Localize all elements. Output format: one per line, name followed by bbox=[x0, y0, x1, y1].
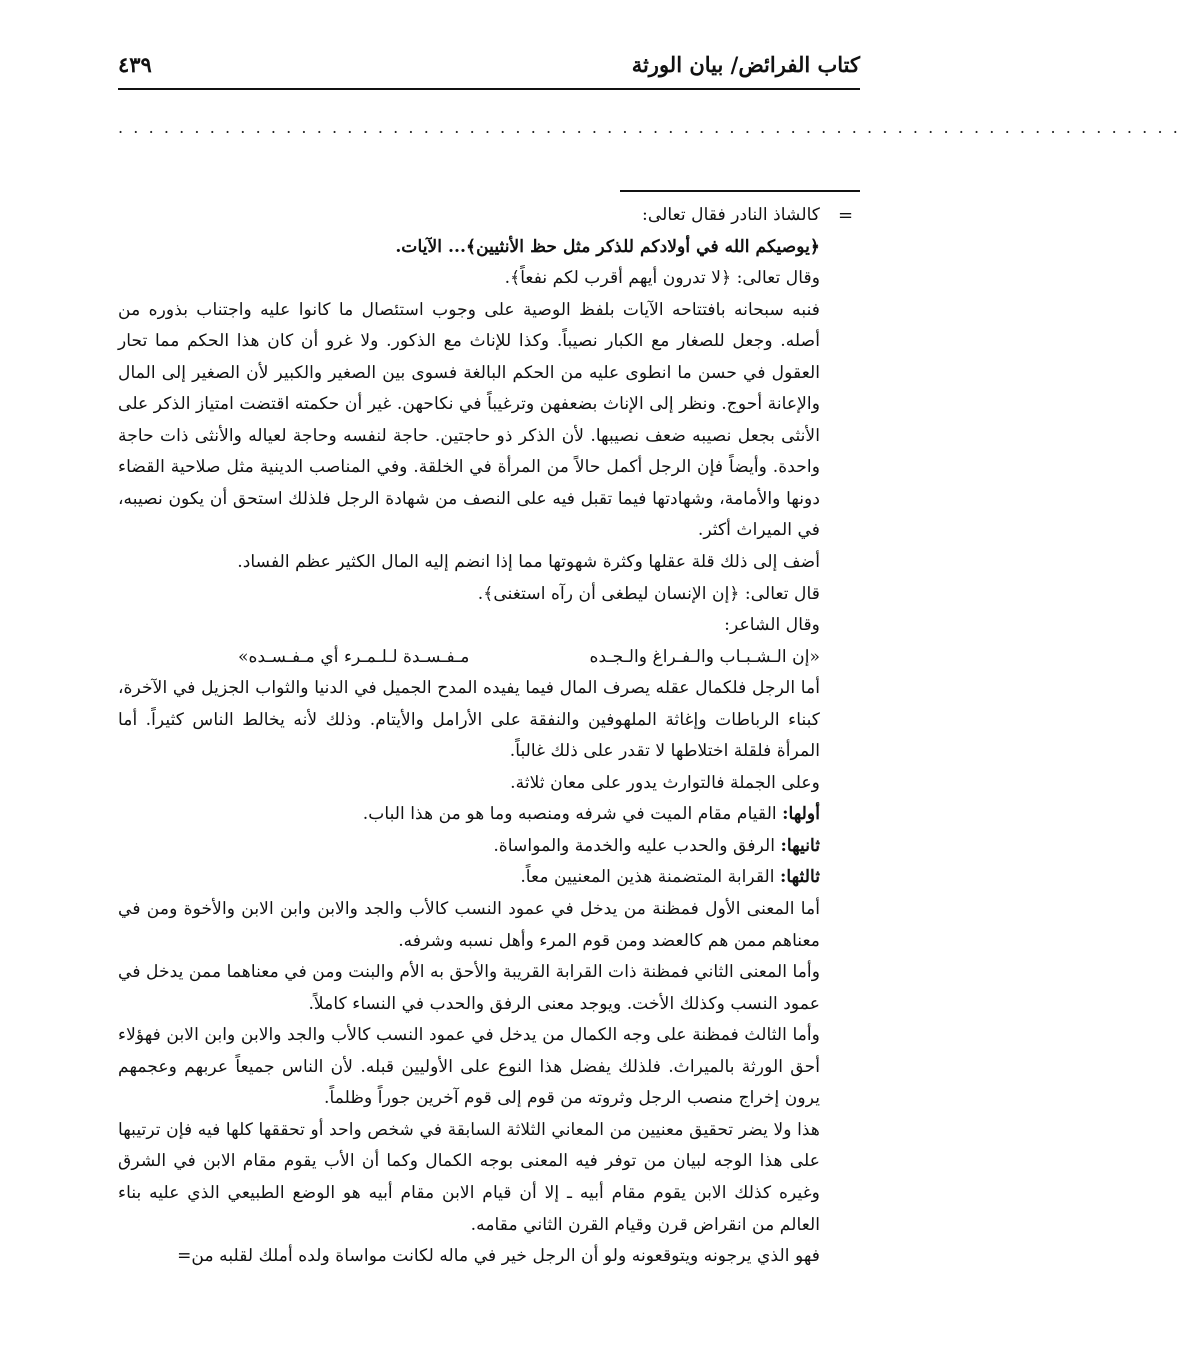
running-title: كتاب الفرائض/ بيان الورثة bbox=[631, 52, 860, 77]
verse-second-hemistich: مـفـسـدة لـلـمـرء أي مـفـسـده» bbox=[238, 646, 470, 667]
final-line-text: فهو الذي يرجونه ويتوقعونه ولو أن الرجل خير في ماله لكانت مواساة ولده أملك لقلبه من bbox=[191, 1246, 820, 1267]
quran-verse-line: قال تعالى: ﴿إن الإنسان ليطغى أن رآه استغنى﴾. bbox=[477, 583, 820, 604]
trailing-continuation-mark: = bbox=[177, 1246, 192, 1267]
paragraph: أما المعنى الأول فمظنة من يدخل في عمود النسب كالأب والجد والابن وابن الابن والأخوة ومن في معناهم ممن هم كالعضد ومن قوم المرء وأهل نسبه وشرفه. bbox=[118, 899, 820, 951]
paragraph: هذا ولا يضر تحقيق معنيين من المعاني الثلاثة السابقة في شخص واحد أو تحققها كلها فيه فإن ترتيبها على هذا الوجه لبيان من توفر فيه المعنى بوجه الكمال وكما أن الأب يقوم مقام الابن في الشرق وغيره كذلك الابن يقوم مقام أبيه ـ إلا أن قيام الابن مقام أبيه هو الوضع الطبيعي الذي عليه بناء العالم من انقراض قرن وقيام القرن الثاني مقامه. bbox=[118, 1119, 820, 1235]
quran-verse-line: ﴿يوصيكم الله في أولادكم للذكر مثل حظ الأنثيين﴾... الآيات. bbox=[395, 236, 820, 257]
continuation-mark: = bbox=[838, 205, 854, 226]
quran-verse-line: وقال تعالى: ﴿لا تدرون أيهم أقرب لكم نفعاً﴾. bbox=[504, 268, 820, 289]
paragraph: أما الرجل فلكمال عقله يصرف المال فيما يفيده المدح الجميل في الدنيا والثواب الجزيل في الآخرة، كبناء الرباطات وإغاثة الملهوفين والنفقة على الأرامل والأيتام. وذلك لأنه يخالط الناس كثيراً. أما المرأة فلقلة اختلاطها لا تقدر على ذلك غالباً. bbox=[118, 678, 820, 762]
intro-line: كالشاذ النادر فقال تعالى: bbox=[642, 205, 820, 225]
meaning-label: ثالثها: bbox=[780, 867, 820, 888]
paragraph: وعلى الجملة فالتوارث يدور على معان ثلاثة. bbox=[510, 772, 820, 793]
meaning-item bbox=[118, 862, 820, 894]
paragraph: فنبه سبحانه بافتتاحه الآيات بلفظ الوصية على وجوب استئصال ما كانوا عليه واجتناب بذوره من أصله. وجعل للصغار مع الكبار نصيباً. وكذا للإناث مع الذكور. ولا غرو أن كان هذا الحكم مما تحار العقول في حسن ما انطوى عليه من الحكم البالغة فسوى بين الصغير والكبير لأن الصغير إلى المال والإعانة أحوج. ونظر إلى الإناث بضعفهن وترغيباً في نكاحهن. غير أن حكمته اقتضت امتياز الذكر على الأنثى بجعل نصيبه ضعف نصيبها. لأن الذكر ذو حاجتين. حاجة لنفسه وحاجة لعياله والأنثى ذات حاجة واحدة. وأيضاً فإن الرجل أكمل حالاً من المرأة في الخلقة. وفي المناصب الدينية مثل صلاحية القضاء دونها والأمامة، وشهادتها فيما تقبل فيه على النصف من شهادة الرجل فلذلك استحق أن يكون نصيبه، في الميراث أكثر. bbox=[118, 299, 820, 541]
meaning-text: القيام مقام الميت في شرفه ومنصبه وما هو من هذا الباب. bbox=[362, 804, 777, 825]
dotted-divider: ...................................................................... bbox=[118, 118, 1188, 137]
footnote-text bbox=[118, 200, 820, 1273]
page-header bbox=[118, 48, 860, 90]
meaning-text: القرابة المتضمنة هذين المعنيين معاً. bbox=[520, 867, 775, 888]
meaning-item bbox=[118, 799, 820, 831]
poem-verse bbox=[118, 642, 820, 674]
meaning-item bbox=[118, 831, 820, 863]
footnote-rule bbox=[620, 190, 860, 192]
paragraph: وأما الثالث فمظنة على وجه الكمال من يدخل في عمود النسب كالأب والجد والابن وابن الابن فهؤلاء أحق الورثة بالميراث. فلذلك يفضل هذا النوع على الأوليين قبله. لأن الناس جميعاً عربهم وعجمهم يرون إخراج منصب الرجل وثروته من قوم إلى قوم آخرين جوراً وظلماً. bbox=[118, 1025, 820, 1109]
page-number: ٤٣٩ bbox=[118, 52, 152, 77]
meaning-label: ثانيها: bbox=[780, 835, 820, 856]
poet-intro: وقال الشاعر: bbox=[724, 615, 820, 636]
paragraph bbox=[118, 1241, 820, 1273]
meaning-text: الرفق والحدب عليه والخدمة والمواساة. bbox=[493, 835, 776, 856]
verse-first-hemistich: «إن الـشـبـاب والـفـراغ والـجـده bbox=[589, 646, 820, 667]
meaning-label: أولها: bbox=[782, 804, 820, 825]
paragraph: وأما المعنى الثاني فمظنة ذات القرابة القريبة والأحق به الأم والبنت ومن في معناهما ممن يدخل في عمود النسب وكذلك الأخت. ويوجد معنى الرفق والحدب في النساء كاملاً. bbox=[118, 962, 820, 1014]
paragraph: أضف إلى ذلك قلة عقلها وكثرة شهوتها مما إذا انضم إليه المال الكثير عظم الفساد. bbox=[237, 552, 820, 573]
